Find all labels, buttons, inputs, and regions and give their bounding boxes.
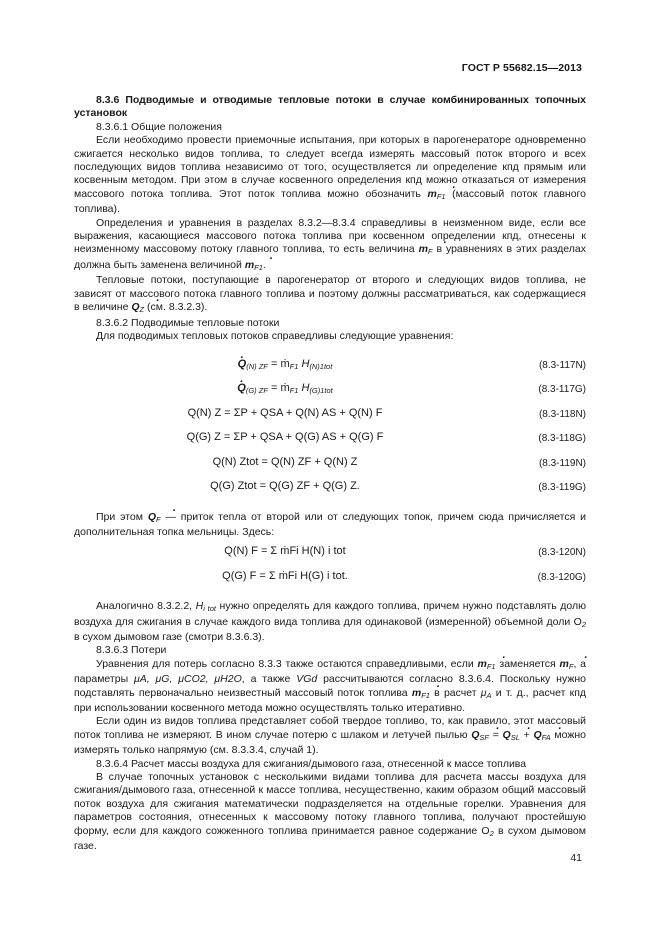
document-header: ГОСТ Р 55682.15—2013 — [461, 62, 582, 74]
page-content — [74, 94, 586, 853]
paragraph-heat-inflow: При этом . $Q_F$ — приток тепла от второй или от следующих топок, причем сюда причисляется и дополнительная топка мельницы. Здесь: — [74, 511, 586, 540]
subsection-heading-8-3-6-1: 8.3.6.1 Общие положения — [96, 120, 222, 133]
equation-118N: Q(N) Z = ΣP + QSA + Q(N) AS + Q(N) F (8.3-118N) — [187, 406, 586, 420]
subsection-heading-8-3-6-4: 8.3.6.4 Расчет массы воздуха для сжигания/дымового газа, отнесенной к массе топлива — [96, 757, 527, 770]
equation-119G: Q(G) Ztot = Q(G) ZF + Q(G) Z. (8.3-119G) — [210, 480, 586, 494]
equation-number: (8.3-118G) — [538, 433, 586, 445]
equation-number: (8.3-117N) — [538, 359, 586, 371]
subsection-heading-8-3-6-2: 8.3.6.2 Подводимые тепловые потоки — [96, 316, 280, 329]
page-number: 41 — [570, 852, 582, 864]
mass-flow-symbol: . m — [245, 259, 254, 271]
equation-118G: Q(G) Z = ΣP + QSA + Q(G) AS + Q(G) F (8.3-118G) — [186, 431, 586, 445]
paragraph-general-2: Определения и уравнения в разделах 8.3.2—8.3.4 справедливы в неизменном виде, если все выражения, касающиеся массового потока топлива при косвенном определении кпд, отнесены к неизменному массовому потоку главного топлива, то есть величина . $m_F$ в уравнениях в этих разделах должна быть заменена величиной . $m_{F1}$. — [74, 217, 586, 275]
equation-120G: Q(G) F = Σ ṁFi H(G) i tot. (8.3-120G) — [222, 569, 586, 583]
paragraph-general-1: Если необходимо провести приемочные испытания, при которых в парогенераторе одновременно сжигается несколько видов топлива, то следует всегда измерять массовый поток второго и всех последующих видов топлива независимо от того, осуществляется ли определение кпд прямым или косвенным методом. При этом в случае косвенного определения кпд можно отказаться от измерения массового потока топлива. Этот поток топлива можно обозначить . $m_{F1}$ (массовый поток главного топлива). — [74, 134, 586, 216]
equations-intro: Для подводимых тепловых потоков справедливы следующие уравнения: — [96, 329, 454, 342]
section-title: 8.3.6 Подводимые и отводимые тепловые потоки в случае комбинированных топочных установок — [74, 94, 586, 120]
heat-flow-symbol: . Q — [131, 301, 139, 313]
paragraph-analogous: Аналогично 8.3.2.2, $H_{i tot}$ нужно определять для каждого топлива, причем нужно подставлять долю воздуха для сжигания в случае каждого вида топлива для одинаковой (измеренной) объемной доли $O_2$ в сухом дымовом газе (смотри 8.3.6.3). — [74, 600, 586, 643]
paragraph-general-3: Тепловые потоки, поступающие в парогенератор от второго и следующих видов топлива, не зависят от массового потока главного топлива и поэтому должны рассматриваться, как содержащиеся в величине . $Q_Z$ (см. 8.3.2.3). — [74, 274, 586, 316]
equation-120N: Q(N) F = Σ ṁFi H(N) i tot (8.3-120N) — [224, 545, 586, 559]
paragraph-losses-2: Если один из видов топлива представляет собой твердое топливо, то, как правило, этот массовый поток топлива не измеряют. В ином случае потерю с шлаком и летучей пылью . $Q_{SF}$ = . $Q_{SL}$ + . $Q_{FA}$ можно измерять только напрямую (см. 8.3.3.4, случай 1). — [74, 715, 586, 757]
mass-flow-symbol: . m — [427, 188, 436, 200]
paragraph-air-mass: В случае топочных установок с несколькими видами топлива для расчета массы воздуха для сжигания/дымового газа, отнесенной к массе топлива, несущественно, каким образом общий массовый поток воздуха для сжигания математически подразделяется на отдельные горелки. Уравнения для параметров состояния, отнесенных к массовому потоку главного топлива, получают простейшую форму, если для каждого сожженного топлива принимается равное содержание $O_2$ в сухом дымовом газе. — [74, 771, 586, 853]
equation-number: (8.3-119G) — [538, 482, 586, 494]
equation-117G: . $Q_{(G) ZF}$ = ṁ$_{F1}$ $H_{(G)1tot}$ (8.3-117G) — [74, 382, 586, 401]
equation-117N: . $Q_{(N) ZF}$ = ṁ$_{F1}$ $H_{(N)1tot}$ (8.3-117N) — [74, 358, 586, 377]
equation-number: (8.3-120G) — [537, 571, 586, 583]
equation-119N: Q(N) Ztot = Q(N) ZF + Q(N) Z (8.3-119N) — [212, 455, 586, 469]
equation-number: (8.3-118N) — [538, 408, 586, 420]
heat-flow-symbol: . Q — [148, 511, 156, 523]
equation-number: (8.3-119N) — [538, 457, 586, 469]
mass-flow-symbol: . m — [419, 243, 428, 255]
equation-number: (8.3-117G) — [538, 384, 586, 396]
paragraph-losses-1: Уравнения для потерь согласно 8.3.3 также остаются справедливыми, если . $m_{F1}$ заменяется . $m_F$, а параметры μA, μG, μCO2, μH2O, а также VGd рассчитываются согласно 8.3.6.4. Поскольку нужно подставлять первоначально неизвестный массовый поток топлива . $m_{F1}$ в расчет $\mu_A$ и т. д., расчет кпд при использовании косвенного метода можно осуществлять только итеративно. — [74, 658, 586, 716]
equation-number: (8.3-120N) — [538, 547, 586, 559]
subsection-heading-8-3-6-3: 8.3.6.3 Потери — [96, 644, 167, 657]
